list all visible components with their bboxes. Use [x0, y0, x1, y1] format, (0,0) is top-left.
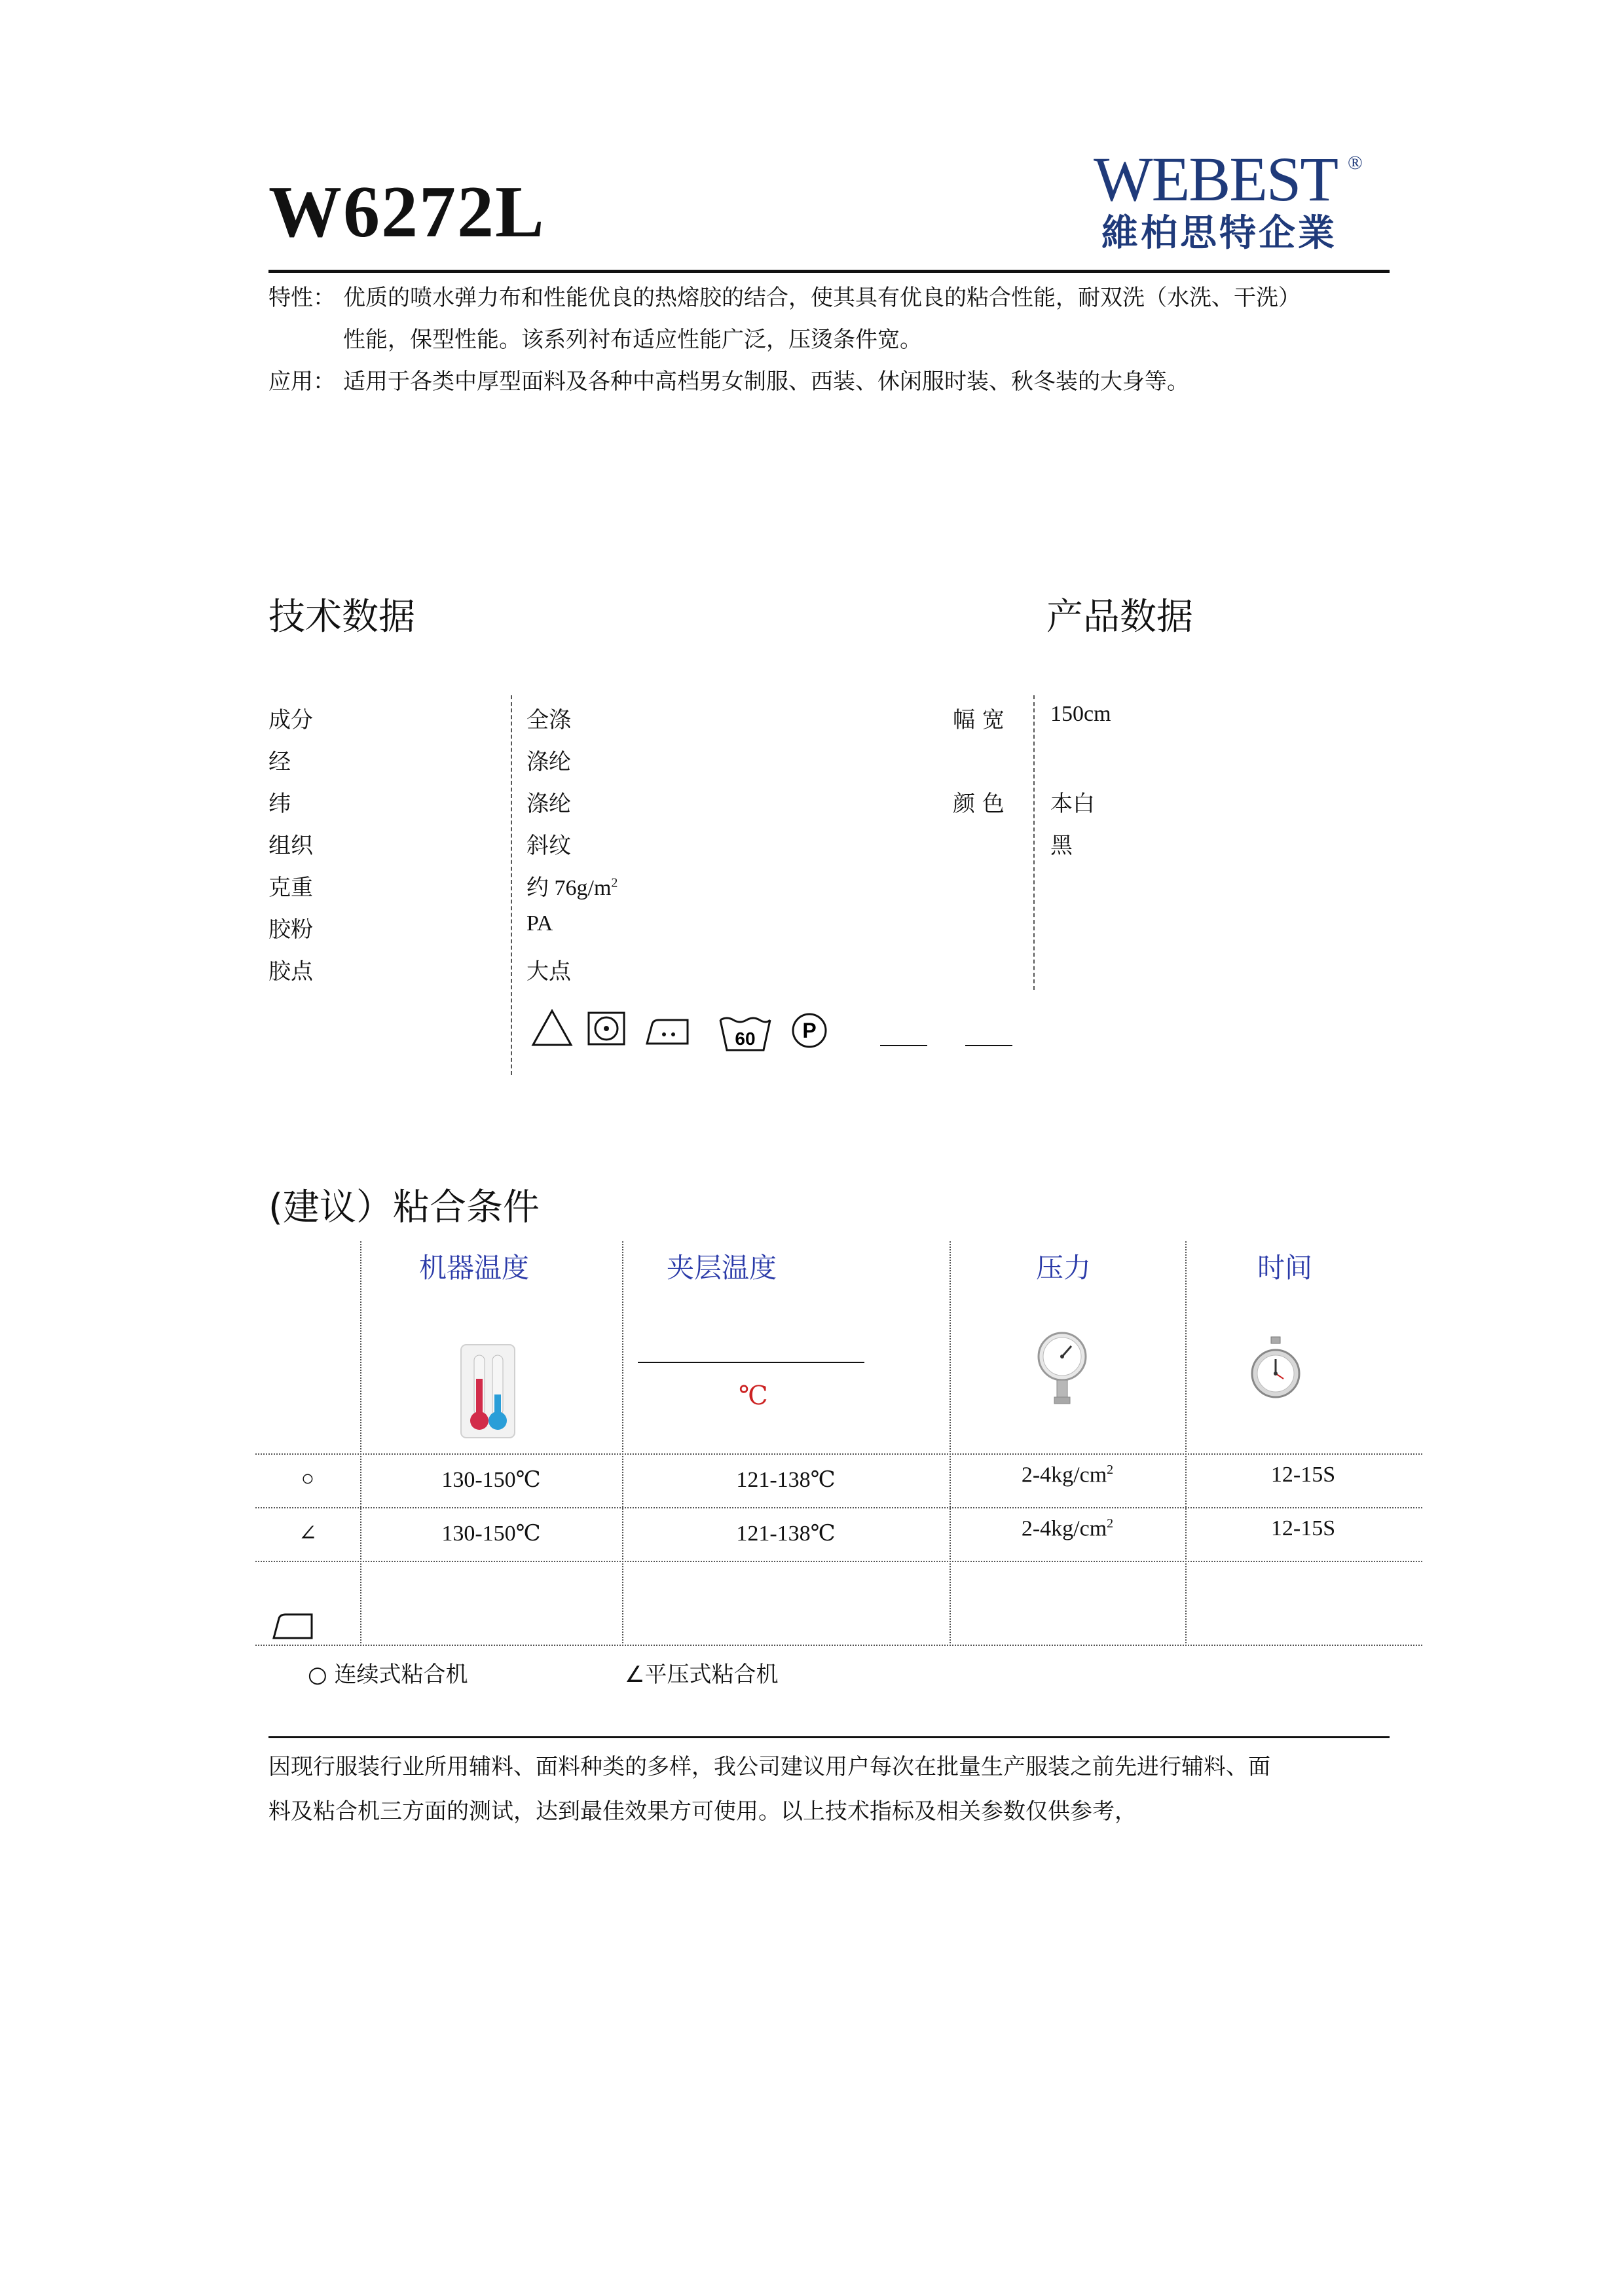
row1-symbol: ○ [301, 1467, 315, 1491]
product-value-color-2: 黑 [1050, 833, 1073, 859]
application-label: 应用： [268, 370, 335, 394]
tech-label-composition: 成分 [268, 707, 313, 733]
layer-temp-blank-line [638, 1362, 864, 1363]
row2-symbol: ∠ [298, 1522, 318, 1546]
bonding-col-divider-3 [950, 1241, 951, 1646]
row2-pressure: $2-4kg/cm^2$ [1021, 1516, 1114, 1541]
tech-label-adhesive: 胶粉 [268, 917, 313, 943]
header-layer-temp: 夹层温度 [667, 1252, 777, 1284]
header-pressure: 压力 [1036, 1252, 1092, 1284]
tech-label-weave: 组织 [268, 833, 313, 859]
tech-data-divider [511, 695, 512, 1075]
dry-clean-letter: P [802, 1019, 817, 1042]
tech-label-weight: 克重 [268, 875, 313, 901]
blank-line-1 [880, 1045, 927, 1046]
company-logo-cn: 維柏思特企業 [1101, 212, 1337, 255]
iron-two-dots-icon [644, 1017, 690, 1046]
tech-value-weave: 斜纹 [526, 834, 571, 858]
tech-value-weft: 涤纶 [526, 792, 571, 816]
bonding-col-divider-2 [622, 1241, 623, 1646]
bonding-row-divider-2 [255, 1507, 1422, 1508]
company-logo: WEBEST [1094, 144, 1337, 214]
stopwatch-icon [1249, 1336, 1302, 1404]
bonding-row-divider-1 [255, 1453, 1422, 1455]
product-label-color: 颜 色 [953, 791, 1005, 817]
row1-time: 12-15S [1270, 1463, 1336, 1487]
tech-label-weft: 纬 [268, 791, 291, 817]
legend-continuous: ○ 连续式粘合机 [308, 1662, 468, 1688]
row2-machine-temp: 130-150℃ [441, 1522, 541, 1546]
tech-label-warp: 经 [268, 749, 291, 775]
blank-line-2 [965, 1045, 1012, 1046]
tech-value-warp: 涤纶 [526, 750, 571, 774]
bonding-col-divider-1 [360, 1241, 361, 1646]
header-machine-temp: 机器温度 [419, 1252, 530, 1284]
row2-time: 12-15S [1270, 1516, 1336, 1540]
row1-pressure: $2-4kg/cm^2$ [1021, 1463, 1114, 1487]
tech-data-title: 技术数据 [268, 596, 415, 638]
bonding-row-divider-3 [255, 1561, 1422, 1562]
triangle-icon [530, 1008, 574, 1048]
footer-line1: 因现行服装行业所用辅料、面料种类的多样，我公司建议用户每次在批量生产服装之前先进行辅料、面 [268, 1755, 1270, 1779]
bonding-col-divider-4 [1185, 1241, 1187, 1646]
row2-layer-temp: 121-138℃ [736, 1522, 836, 1546]
product-data-divider [1033, 695, 1035, 990]
footer-rule [268, 1736, 1390, 1738]
tech-value-weight: 约 $76g/m^2$ [526, 875, 618, 900]
footer-line2: 料及粘合机三方面的测试，达到最佳效果方可使用。以上技术指标及相关参数仅供参考， [268, 1800, 1137, 1824]
thermometer-icon [458, 1342, 517, 1440]
tech-value-dot: 大点 [526, 960, 571, 984]
product-code: W6272L [268, 172, 545, 253]
tech-label-dot: 胶点 [268, 958, 313, 985]
feature-line1: 优质的喷水弹力布和性能优良的热熔胶的结合，使其具有优良的粘合性能，耐双洗（水洗、干洗） [343, 286, 1301, 310]
bonding-row-divider-4 [255, 1645, 1422, 1646]
bonding-title: (建议）粘合条件 [268, 1186, 540, 1229]
legend-flat: ∠平压式粘合机 [625, 1662, 779, 1688]
iron-icon [271, 1612, 314, 1641]
feature-line2: 性能，保型性能。该系列衬布适应性能广泛，压烫条件宽。 [343, 328, 922, 352]
product-label-width: 幅 宽 [953, 707, 1005, 733]
tech-value-composition: 全涤 [526, 708, 571, 733]
header-rule [268, 270, 1390, 273]
feature-label: 特性： [268, 286, 335, 310]
tumble-dry-icon [587, 1011, 626, 1046]
application-text: 适用于各类中厚型面料及各种中高档男女制服、西装、休闲服时装、秋冬装的大身等。 [343, 370, 1189, 394]
header-time: 时间 [1257, 1252, 1313, 1284]
row1-layer-temp: 121-138℃ [736, 1468, 836, 1492]
dry-clean-p-icon [790, 1011, 829, 1050]
celsius-symbol: ℃ [739, 1381, 768, 1410]
wash-60-icon [718, 1013, 773, 1053]
product-data-title: 产品数据 [1046, 596, 1193, 638]
tech-value-adhesive: PA [526, 911, 553, 936]
row1-machine-temp: 130-150℃ [441, 1468, 541, 1492]
pressure-gauge-icon [1036, 1329, 1088, 1408]
product-value-color: 本白 [1050, 791, 1095, 817]
registered-mark: ® [1348, 152, 1363, 173]
product-value-width: 150cm [1050, 702, 1111, 726]
wash-temp-label: 60 [735, 1029, 756, 1049]
